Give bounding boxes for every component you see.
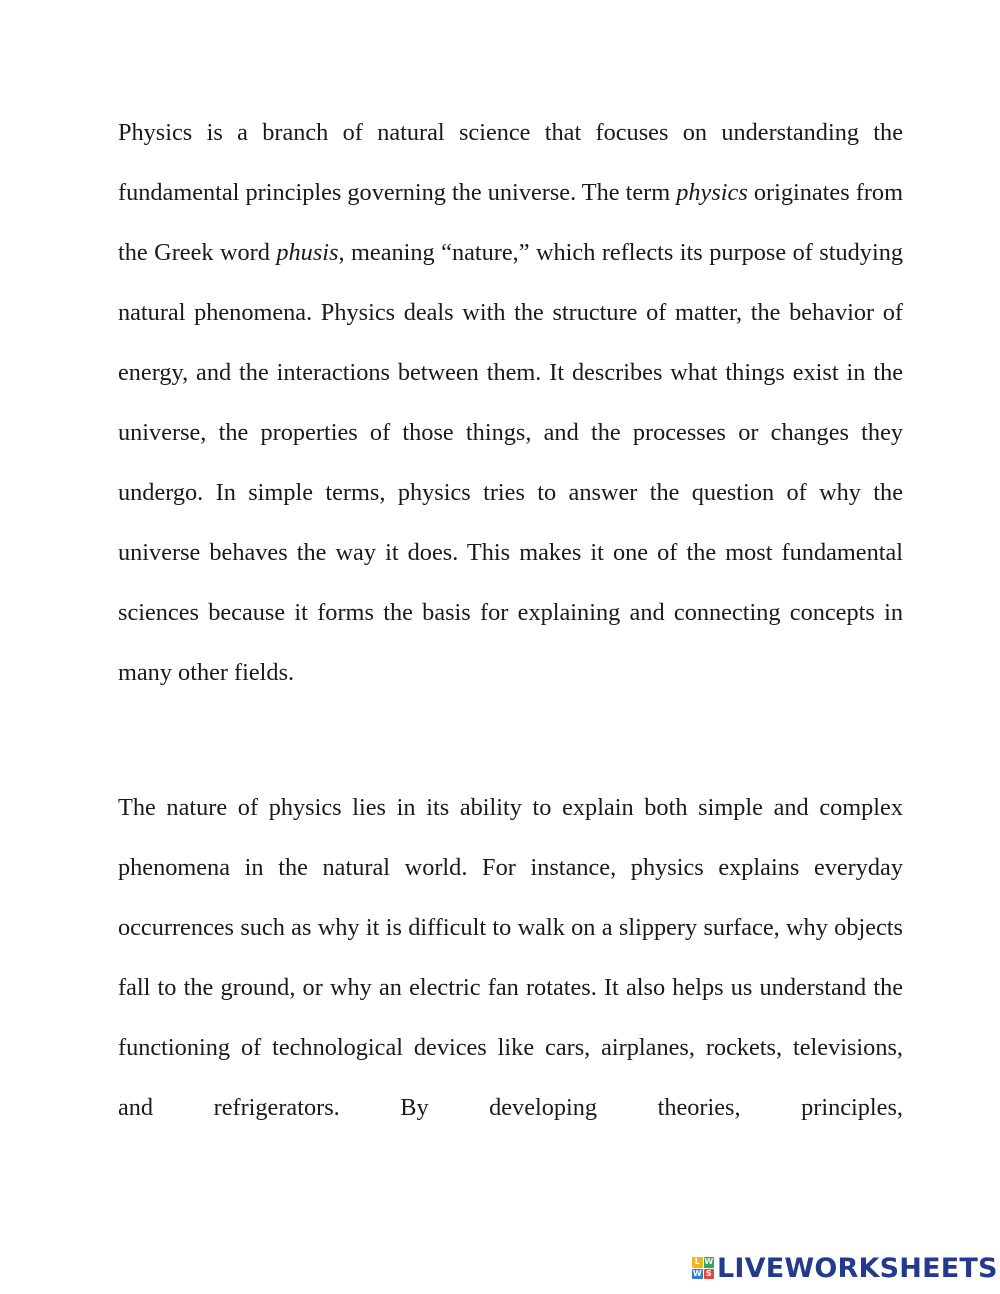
paragraph-physics-definition	[118, 103, 903, 703]
liveworksheets-logo-icon	[692, 1257, 714, 1279]
logo-mark-tile: L	[692, 1257, 703, 1268]
logo-mark-tile: W	[704, 1257, 714, 1266]
paragraph-nature-of-physics: The nature of physics lies in its ability to explain both simple and complex phenomena in the natural world. For instance, physics explains everyday occurrences such as why it is difficult to walk on a slippery surface, why objects fall to the ground, or why an electric fan rotates. It also helps us understand the functioning of technological devices like cars, airplanes, rockets, televisions, and refrigerators. By developing theories, principles,	[118, 794, 903, 1121]
liveworksheets-logo	[692, 1250, 998, 1286]
paragraph-1-text-a: Physics is a branch of natural science that focuses on understanding the fundamental principles governing the universe. The term	[118, 119, 903, 206]
logo-mark-tile: W	[692, 1268, 702, 1278]
logo-mark-tile: S	[704, 1269, 715, 1280]
logo-text: LIVEWORKSHEETS	[717, 1252, 998, 1284]
paragraph-1-text-b: originates from the Greek word	[118, 179, 903, 266]
term-physics: physics	[676, 179, 748, 206]
term-phusis: phusis	[276, 239, 339, 266]
paragraph-1-text-c: , meaning “nature,” which reflects its purpose of studying natural phenomena. Physics deals with the structure of matter, the behavior of energy, and the interactions between them. It describes what things exist in the universe, the properties of those things, and the processes or changes they undergo. In simple terms, physics tries to answer the question of why the universe behaves the way it does. This makes it one of the most fundamental sciences because it forms the basis for explaining and connecting concepts in many other fields.	[118, 239, 903, 686]
